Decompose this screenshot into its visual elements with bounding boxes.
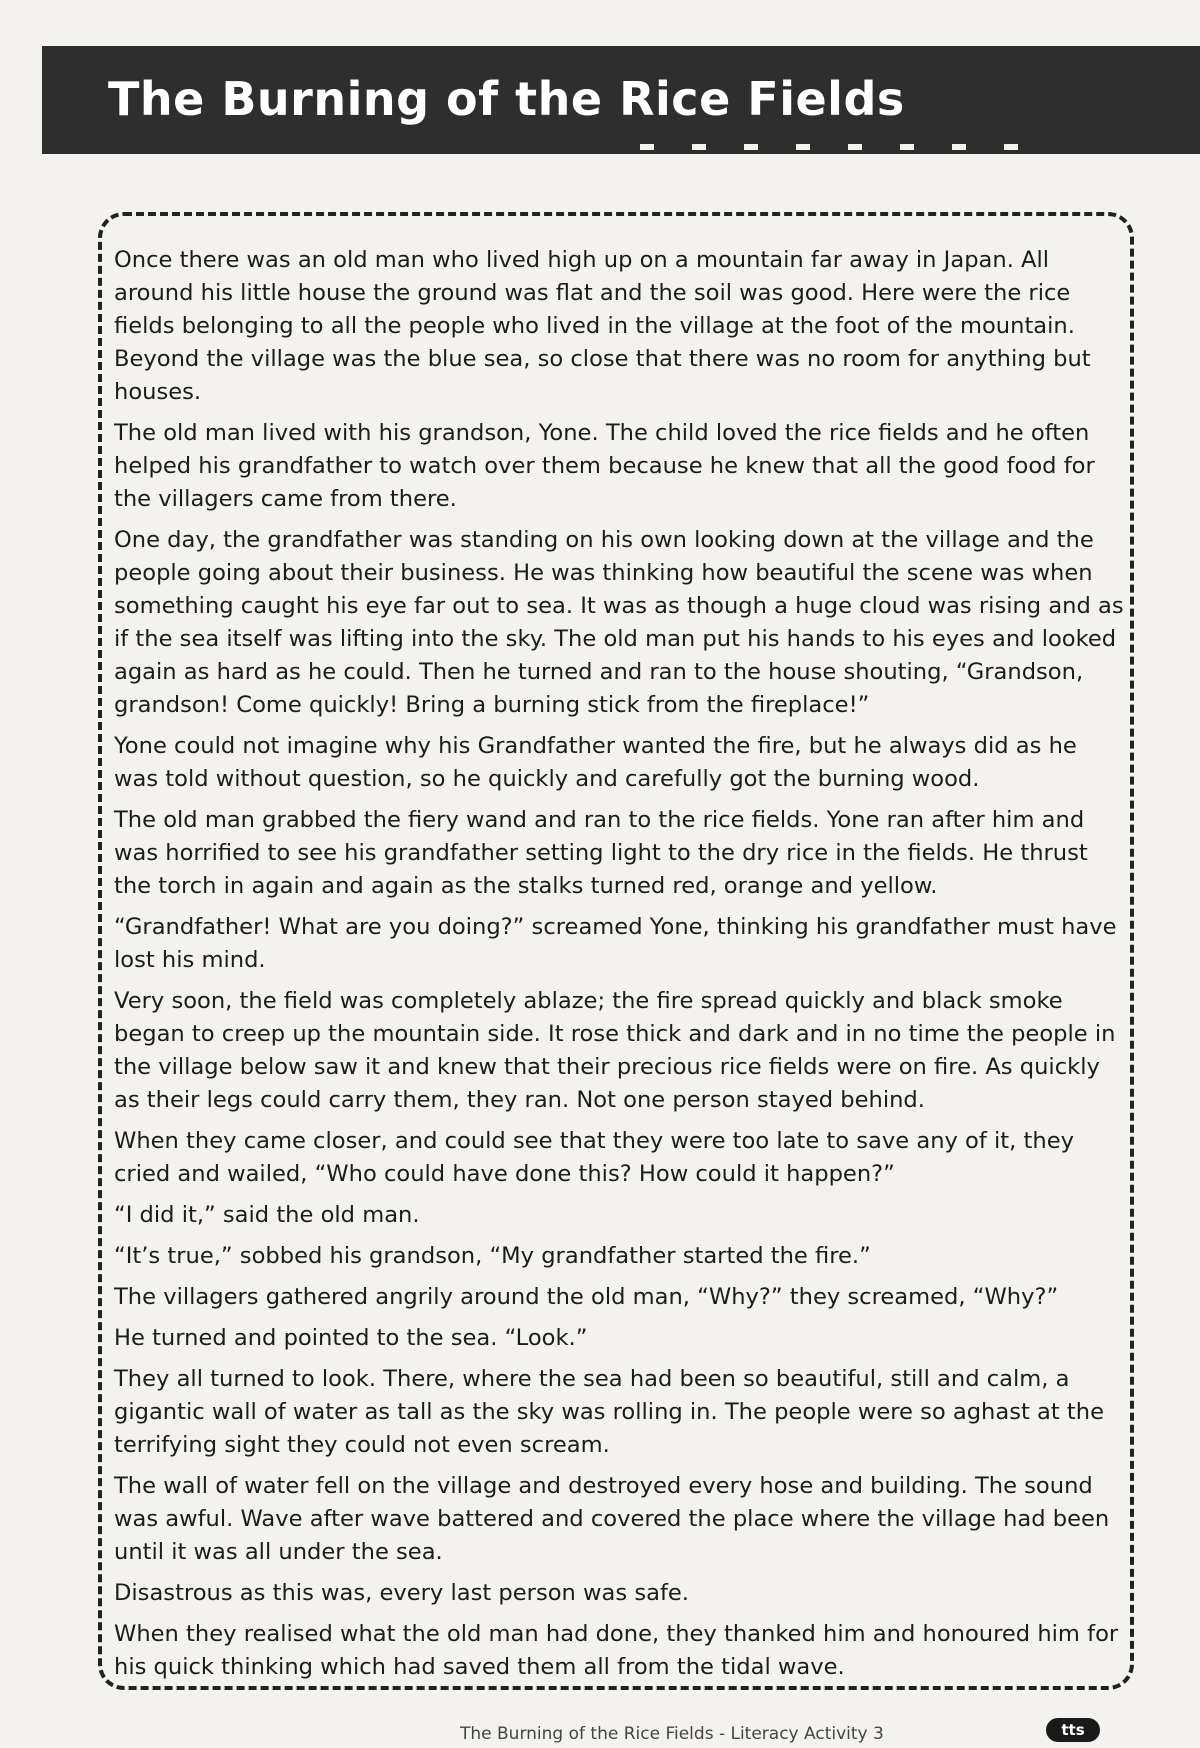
paragraph: Disastrous as this was, every last person was safe. xyxy=(114,1580,689,1606)
paragraph: When they realised what the old man had done, they thanked him and honoured him for his quick thinking which had saved them all from the tidal wave. xyxy=(114,1621,1119,1680)
paragraph: The old man grabbed the fiery wand and ran to the rice fields. Yone ran after him and was horrified to see his grandfather setting light to the dry rice in the fields. He thrust the torch in again and again as the stalks turned red, orange and yellow. xyxy=(114,807,1088,899)
footer-label: The Burning of the Rice Fields - Literacy Activity 3 xyxy=(460,1724,884,1744)
paragraph: Once there was an old man who lived high up on a mountain far away in Japan. All around his little house the ground was flat and the soil was good. Here were the rice fields belonging to all the people who lived in the village at the foot of the mountain. Beyond the village was the blue sea, so close that there was no room for anything but houses. xyxy=(114,247,1091,405)
paragraph: “I did it,” said the old man. xyxy=(114,1202,420,1228)
page-title: The Burning of the Rice Fields xyxy=(108,72,905,126)
paragraph: They all turned to look. There, where the sea had been so beautiful, still and calm, a gigantic wall of water as tall as the sky was rolling in. The people were so aghast at the terrifying sight they could not even scream. xyxy=(114,1366,1104,1458)
paragraph: “Grandfather! What are you doing?” screamed Yone, thinking his grandfather must have lost his mind. xyxy=(114,914,1117,973)
paragraph: The old man lived with his grandson, Yone. The child loved the rice fields and he often helped his grandfather to watch over them because he knew that all the good food for the villagers came from there. xyxy=(114,420,1095,512)
paragraph: One day, the grandfather was standing on his own looking down at the village and the people going about their business. He was thinking how beautiful the scene was when something caught his eye far out to sea. It was as though a huge cloud was rising and as if the sea itself was lifting into the sky. The old man put his hands to his eyes and looked again as hard as he could. Then he turned and ran to the house shouting, “Grandson, grandson! Come quickly! Bring a burning stick from the fireplace!” xyxy=(114,527,1124,718)
paragraph: He turned and pointed to the sea. “Look.” xyxy=(114,1325,588,1351)
paragraph: “It’s true,” sobbed his grandson, “My grandfather started the fire.” xyxy=(114,1243,871,1269)
paragraph: When they came closer, and could see that they were too late to save any of it, they cried and wailed, “Who could have done this? How could it happen?” xyxy=(114,1128,1074,1187)
title-banner xyxy=(42,46,1200,154)
paragraph: Very soon, the field was completely ablaze; the fire spread quickly and black smoke began to creep up the mountain side. It rose thick and dark and in no time the people in the village below saw it and knew that their precious rice fields were on fire. As quickly as their legs could carry them, they ran. Not one person stayed behind. xyxy=(114,988,1116,1113)
publisher-logo xyxy=(1046,1718,1100,1742)
paragraph: Yone could not imagine why his Grandfather wanted the fire, but he always did as he was told without question, so he quickly and carefully got the burning wood. xyxy=(114,733,1077,792)
paragraph: The wall of water fell on the village and destroyed every hose and building. The sound was awful. Wave after wave battered and covered the place where the village had been until it was all under the sea. xyxy=(114,1473,1110,1565)
logo-text: tts xyxy=(1061,1721,1085,1739)
paragraph: The villagers gathered angrily around the old man, “Why?” they screamed, “Why?” xyxy=(114,1284,1059,1310)
story-text xyxy=(114,244,1124,1692)
